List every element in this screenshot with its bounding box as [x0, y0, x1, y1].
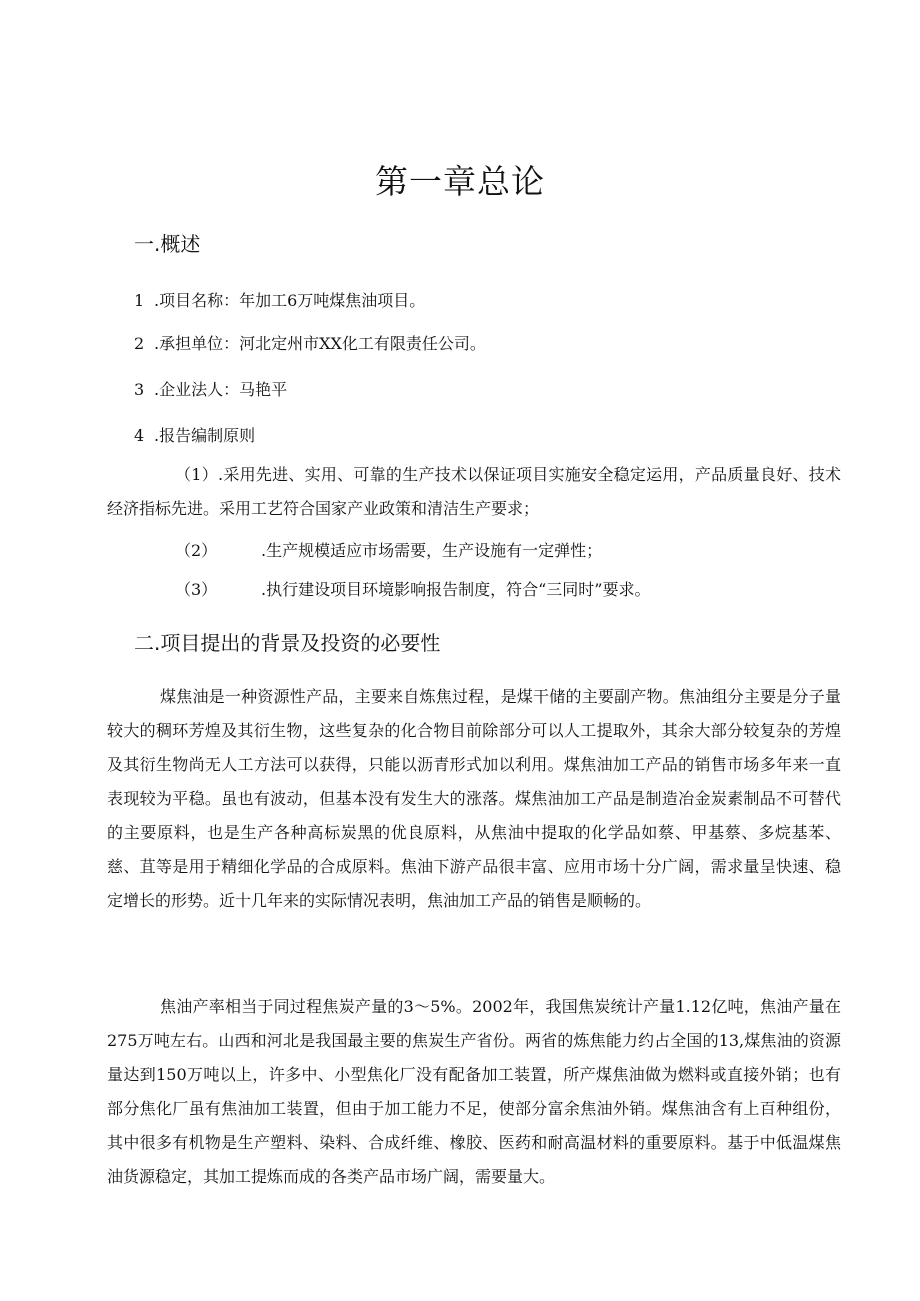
overview-item-1: [134, 288, 425, 311]
overview-item-4: [134, 423, 255, 446]
background-paragraph-2: 焦油产率相当于同过程焦炭产量的3～5%。2002年，我国焦炭统计产量1.12亿吨，焦油产量在275万吨左右。山西和河北是我国最主要的焦炭生产省份。两省的炼焦能力约占全国的13,煤焦油的资源量达到150万吨以上，许多中、小型焦化厂没有配备加工装置，所产煤焦油做为燃料或直接外销；也有部分焦化厂虽有焦油加工装置，但由于加工能力不足，使部分富余焦油外销。煤焦油含有上百种组份，其中很多有机物是生产塑料、染料、合成纤维、橡胶、医药和耐高温材料的重要原料。基于中低温煤焦油货源稳定，其加工提炼而成的各类产品市场广阔，需要量大。: [107, 997, 841, 1186]
item-number: 2: [134, 334, 145, 353]
background-paragraph-1: 煤焦油是一种资源性产品，主要来自炼焦过程，是煤干储的主要副产物。焦油组分主要是分子量较大的稠环芳煌及其衍生物，这些复杂的化合物目前除部分可以人工提取外，其余大部分较复杂的芳煌及其衍生物尚无人工方法可以获得，只能以沥青形式加以利用。煤焦油加工产品的销售市场多年来一直表现较为平稳。虽也有波动，但基本没有发生大的涨落。煤焦油加工产品是制造冶金炭素制品不可替代的主要原料，也是生产各种高标炭黑的优良原料，从焦油中提取的化学品如蔡、甲基蔡、多烷基苯、慈、苴等是用于精细化学品的合成原料。焦油下游产品很丰富、应用市场十分广阔，需求量呈快速、稳定增长的形势。近十几年来的实际情况表明，焦油加工产品的销售是顺畅的。: [107, 687, 841, 910]
principle-1: [107, 458, 841, 526]
principle-text: .采用先进、实用、可靠的生产技术以保证项目实施安全稳定运用，产品质量良好、技术经济指标先进。采用工艺符合国家产业政策和清洁生产要求；: [107, 465, 841, 518]
principle-mark: （2）: [175, 541, 218, 560]
principle-text: .生产规模适应市场需要，生产设施有一定弹性；: [261, 541, 603, 560]
item-text: .项目名称：年加工6万吨煤焦油项目。: [154, 291, 426, 310]
principle-3: [175, 577, 650, 600]
section-heading-overview: 一.概述: [134, 232, 201, 256]
principle-2: [175, 538, 602, 561]
overview-item-3: [134, 377, 287, 400]
principle-mark: （3）: [175, 580, 218, 599]
overview-item-2: [134, 331, 486, 354]
item-text: .承担单位：河北定州市XX化工有限责任公司。: [154, 334, 486, 353]
principle-mark: （1）: [175, 465, 218, 484]
item-number: 4: [134, 426, 145, 445]
principle-text: .执行建设项目环境影响报告制度，符合“三同时”要求。: [261, 580, 651, 599]
item-number: 1: [134, 291, 145, 310]
item-text: .企业法人：马艳平: [154, 380, 288, 399]
item-text: .报告编制原则: [154, 426, 256, 445]
item-number: 3: [134, 380, 145, 399]
section-heading-background: 二.项目提出的背景及投资的必要性: [134, 631, 441, 655]
chapter-title: 第一章总论: [375, 162, 545, 201]
